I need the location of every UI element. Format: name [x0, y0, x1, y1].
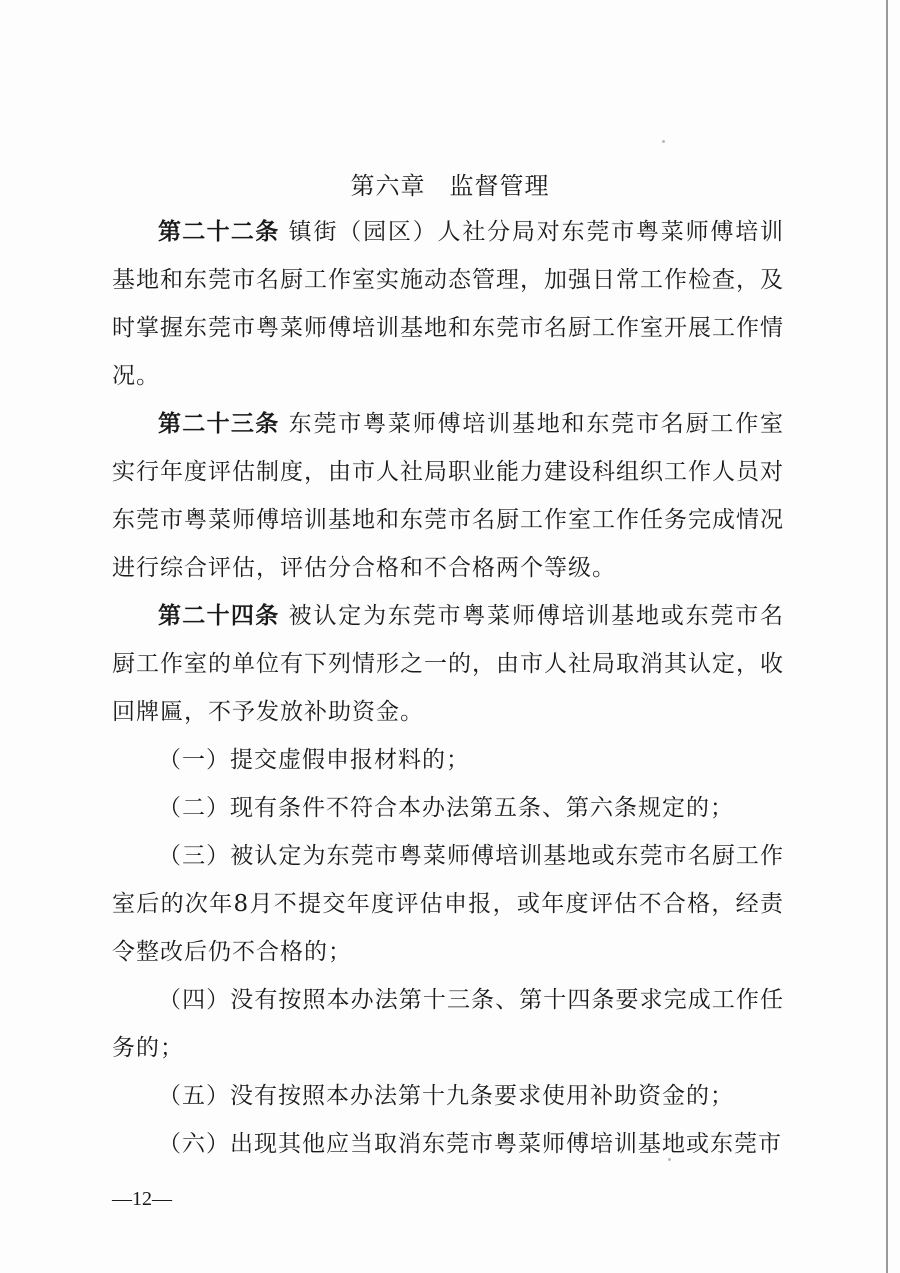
list-item-text: （二）现有条件不符合本办法第五条、第六条规定的； [158, 795, 734, 821]
list-item-text: （六）出现其他应当取消东莞市粤菜师傅培训基地或东莞市 [158, 1131, 782, 1157]
article-label: 第二十三条 [158, 411, 280, 437]
list-item-3 [112, 832, 784, 976]
list-item-5 [112, 1072, 784, 1120]
chapter-title: 监督管理 [449, 172, 550, 200]
list-item-2 [112, 784, 784, 832]
document-body [112, 208, 784, 1168]
article-22-paragraph [112, 208, 784, 400]
article-24-paragraph [112, 592, 784, 736]
article-23-paragraph [112, 400, 784, 592]
list-item-4 [112, 976, 784, 1072]
list-item-text: （一）提交虚假申报材料的； [158, 747, 470, 773]
article-label: 第二十四条 [158, 603, 280, 629]
article-label: 第二十二条 [158, 219, 280, 245]
article-text: 被认定为东莞市粤菜师傅培训基地或东莞市名厨工作室的单位有下列情形之一的，由市人社局取消其认定，收回牌匾，不予发放补助资金。 [112, 603, 785, 725]
chapter-number: 第六章 [350, 172, 426, 200]
article-text: 镇街（园区）人社分局对东莞市粤菜师傅培训基地和东莞市名厨工作室实施动态管理，加强日常工作检查，及时掌握东莞市粤菜师傅培训基地和东莞市名厨工作室开展工作情况。 [112, 219, 785, 389]
list-item-6 [112, 1120, 784, 1168]
chapter-heading [0, 170, 900, 202]
article-text: 东莞市粤菜师傅培训基地和东莞市名厨工作室实行年度评估制度，由市人社局职业能力建设科组织工作人员对东莞市粤菜师傅培训基地和东莞市名厨工作室工作任务完成情况进行综合评估，评估分合格和不合格两个等级。 [112, 411, 785, 581]
list-item-text: （四）没有按照本办法第十三条、第十四条要求完成工作任务的； [112, 987, 784, 1061]
scan-speck [662, 140, 665, 143]
list-item-text: （五）没有按照本办法第十九条要求使用补助资金的； [158, 1083, 734, 1109]
list-item-text: （三）被认定为东莞市粤菜师傅培训基地或东莞市名厨工作室后的次年8月不提交年度评估申报，或年度评估不合格，经责令整改后仍不合格的； [112, 843, 784, 965]
page-number: —12— [112, 1188, 172, 1210]
list-item-1 [112, 736, 784, 784]
